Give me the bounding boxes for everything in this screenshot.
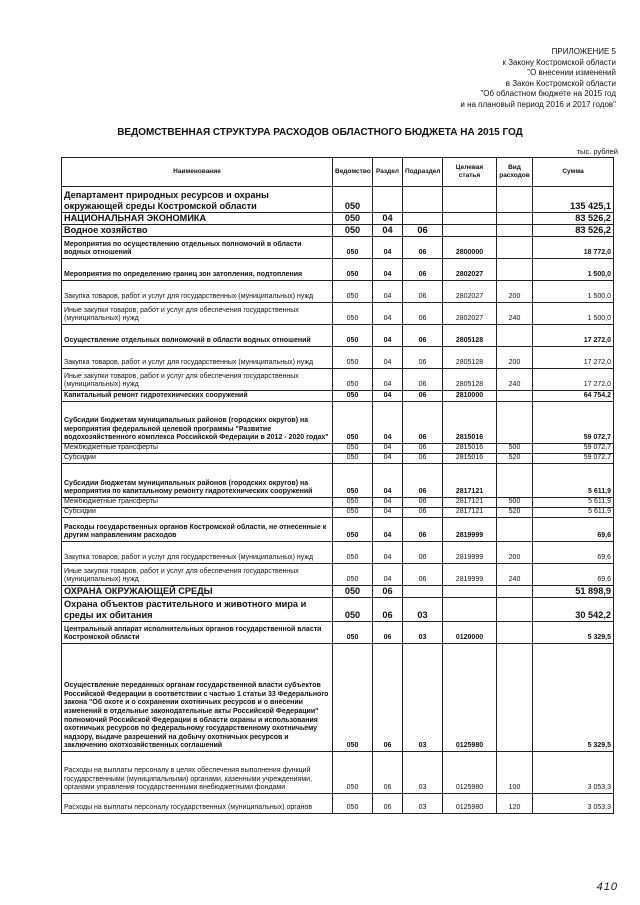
cell-article: 2805128 [443, 325, 497, 347]
table-row [62, 644, 614, 752]
cell-name: Капитальный ремонт гидротехнических сооружений [62, 391, 333, 402]
cell-subsection: 03 [403, 622, 443, 644]
cell-section: 06 [373, 644, 403, 752]
cell-section: 04 [373, 281, 403, 303]
cell-sum: 135 425,1 [533, 187, 614, 213]
cell-article: 0125980 [443, 794, 497, 814]
appendix-line: к Закону Костромской области [502, 57, 616, 67]
cell-section: 04 [373, 347, 403, 369]
table-row [62, 444, 614, 454]
cell-subsection: 06 [403, 369, 443, 391]
cell-section: 04 [373, 464, 403, 498]
cell-section: 04 [373, 325, 403, 347]
cell-type [497, 391, 533, 402]
cell-subsection: 03 [403, 752, 443, 794]
cell-name: Департамент природных ресурсов и охраны окружающей среды Костромской области [62, 187, 333, 213]
cell-name: Центральный аппарат исполнительных органов государственной власти Костромской области [62, 622, 333, 644]
cell-type [497, 598, 533, 622]
cell-sum: 69,6 [533, 564, 614, 586]
cell-type [497, 644, 533, 752]
cell-section: 04 [373, 508, 403, 518]
cell-subsection: 06 [403, 454, 443, 464]
cell-name: Закупка товаров, работ и услуг для государственных (муниципальных) нужд [62, 281, 333, 303]
cell-dept: 050 [333, 598, 373, 622]
cell-article [443, 598, 497, 622]
table-row [62, 391, 614, 402]
cell-name: ОХРАНА ОКРУЖАЮЩЕЙ СРЕДЫ [62, 586, 333, 598]
cell-dept: 050 [333, 237, 373, 259]
cell-subsection: 06 [403, 303, 443, 325]
cell-sum: 18 772,0 [533, 237, 614, 259]
cell-subsection: 06 [403, 325, 443, 347]
cell-article: 2819999 [443, 518, 497, 542]
cell-sum: 1 500,0 [533, 303, 614, 325]
cell-sum: 69,6 [533, 542, 614, 564]
cell-subsection: 06 [403, 518, 443, 542]
appendix-line: и на плановый период 2016 и 2017 годов" [460, 99, 616, 109]
cell-subsection [403, 187, 443, 213]
cell-dept: 050 [333, 464, 373, 498]
cell-article: 0125980 [443, 752, 497, 794]
cell-sum: 17 272,0 [533, 369, 614, 391]
cell-sum: 17 272,0 [533, 325, 614, 347]
cell-article [443, 187, 497, 213]
cell-type [497, 586, 533, 598]
cell-type [497, 402, 533, 444]
cell-dept: 050 [333, 303, 373, 325]
cell-name: Иные закупки товаров, работ и услуг для обеспечения государственных (муниципальных) нужд [62, 369, 333, 391]
table-row [62, 542, 614, 564]
cell-sum: 5 329,5 [533, 622, 614, 644]
cell-dept: 050 [333, 325, 373, 347]
cell-subsection: 06 [403, 391, 443, 402]
cell-sum: 59 072,7 [533, 402, 614, 444]
cell-section: 04 [373, 564, 403, 586]
cell-type [497, 518, 533, 542]
cell-name: Расходы на выплаты персоналу в целях обеспечения выполнения функций государственными (муниципальными) органами, казенными учреждениями, органами управления государственными внебюджетными фондами [62, 752, 333, 794]
cell-dept: 050 [333, 518, 373, 542]
cell-dept: 050 [333, 564, 373, 586]
cell-subsection: 06 [403, 498, 443, 508]
table-row [62, 325, 614, 347]
appendix-line: в Закон Костромской области [505, 78, 616, 88]
table-row [62, 498, 614, 508]
cell-section: 04 [373, 225, 403, 237]
table-row [62, 402, 614, 444]
cell-subsection: 06 [403, 281, 443, 303]
cell-subsection: 06 [403, 508, 443, 518]
table-row [62, 622, 614, 644]
cell-name: Субсидии [62, 454, 333, 464]
cell-dept: 050 [333, 542, 373, 564]
cell-article: 2802027 [443, 281, 497, 303]
cell-subsection: 06 [403, 402, 443, 444]
cell-sum: 59 072,7 [533, 444, 614, 454]
cell-section: 04 [373, 213, 403, 225]
cell-subsection: 06 [403, 259, 443, 281]
cell-section: 04 [373, 391, 403, 402]
cell-sum: 17 272,0 [533, 347, 614, 369]
table-row [62, 237, 614, 259]
cell-name: Субсидии [62, 508, 333, 518]
header-article: Целевая статья [443, 158, 497, 187]
table-row [62, 464, 614, 498]
cell-subsection: 03 [403, 598, 443, 622]
cell-article [443, 586, 497, 598]
header-type: Вид расходов [497, 158, 533, 187]
table-row [62, 303, 614, 325]
cell-dept: 050 [333, 187, 373, 213]
header-section: Раздел [373, 158, 403, 187]
cell-name: Межбюджетные трансферты [62, 444, 333, 454]
cell-section: 04 [373, 498, 403, 508]
cell-section: 04 [373, 237, 403, 259]
header-dept: Ведомство [333, 158, 373, 187]
cell-sum: 5 611,9 [533, 498, 614, 508]
appendix-line: "О внесении изменений [527, 68, 616, 77]
cell-name: Осуществление переданных органам государственной власти субъектов Российской Федерации в соответствии с частью 1 статьи 33 Федерального закона "Об охоте и о сохранении охотничьих ресурсов и о внесении изменений в отдельные законодательные акты Российской Федерации" полномочий Российской Федерации в области охраны и использования охотничьих ресурсов по федеральному государственному охотничьему надзору, выдаче разрешений на добычу охотничьих ресурсов и заключению охотхозяйственных соглашений [62, 644, 333, 752]
cell-article: 2815016 [443, 444, 497, 454]
cell-name: Иные закупки товаров, работ и услуг для обеспечения государственных (муниципальных) нужд [62, 564, 333, 586]
cell-name: Закупка товаров, работ и услуг для государственных (муниципальных) нужд [62, 347, 333, 369]
cell-article [443, 225, 497, 237]
cell-article: 2817121 [443, 464, 497, 498]
appendix-header [356, 47, 616, 110]
cell-type: 240 [497, 369, 533, 391]
appendix-line: "Об областном бюджете на 2015 год [480, 89, 616, 98]
cell-section: 06 [373, 752, 403, 794]
cell-type [497, 187, 533, 213]
cell-dept: 050 [333, 644, 373, 752]
header-subsection: Подраздел [403, 158, 443, 187]
cell-name: Расходы государственных органов Костромской области, не отнесенные к другим направлениям расходов [62, 518, 333, 542]
table-row [62, 794, 614, 814]
cell-dept: 050 [333, 444, 373, 454]
cell-sum: 30 542,2 [533, 598, 614, 622]
cell-section: 04 [373, 444, 403, 454]
cell-type [497, 622, 533, 644]
cell-type [497, 225, 533, 237]
cell-dept: 050 [333, 402, 373, 444]
cell-name: Водное хозяйство [62, 225, 333, 237]
cell-article: 2802027 [443, 303, 497, 325]
cell-section: 04 [373, 259, 403, 281]
cell-type: 240 [497, 564, 533, 586]
cell-subsection: 03 [403, 644, 443, 752]
cell-article: 2817121 [443, 508, 497, 518]
cell-sum: 1 500,0 [533, 259, 614, 281]
cell-article: 2805128 [443, 347, 497, 369]
cell-section: 06 [373, 794, 403, 814]
cell-dept: 050 [333, 622, 373, 644]
cell-article: 2810000 [443, 391, 497, 402]
cell-dept: 050 [333, 259, 373, 281]
cell-name: Охрана объектов растительного и животного мира и среды их обитания [62, 598, 333, 622]
cell-subsection [403, 586, 443, 598]
cell-type [497, 213, 533, 225]
cell-name: Субсидии бюджетам муниципальных районов (городских округов) на мероприятия федеральной целевой программы "Развитие водохозяйственного комплекса Российской Федерации в 2012 - 2020 годах" [62, 402, 333, 444]
header-name: Наименование [62, 158, 333, 187]
cell-section: 06 [373, 622, 403, 644]
cell-article: 0120000 [443, 622, 497, 644]
cell-type: 240 [497, 303, 533, 325]
header-sum: Сумма [533, 158, 614, 187]
cell-dept: 050 [333, 391, 373, 402]
cell-dept: 050 [333, 369, 373, 391]
cell-subsection: 06 [403, 542, 443, 564]
cell-dept: 050 [333, 213, 373, 225]
cell-article: 0125980 [443, 644, 497, 752]
table-body [62, 187, 614, 814]
cell-subsection: 06 [403, 464, 443, 498]
table-row [62, 518, 614, 542]
cell-name: Осуществление отдельных полномочий в области водных отношений [62, 325, 333, 347]
cell-sum: 5 611,9 [533, 508, 614, 518]
table-row [62, 564, 614, 586]
document-title: ВЕДОМСТВЕННАЯ СТРУКТУРА РАСХОДОВ ОБЛАСТНОГО БЮДЖЕТА НА 2015 ГОД [117, 127, 523, 138]
cell-subsection: 06 [403, 444, 443, 454]
cell-type: 200 [497, 542, 533, 564]
cell-sum: 5 329,5 [533, 644, 614, 752]
cell-article: 2800000 [443, 237, 497, 259]
table-header-row [62, 158, 614, 187]
cell-section: 04 [373, 542, 403, 564]
cell-section: 06 [373, 598, 403, 622]
cell-type: 200 [497, 347, 533, 369]
table-row [62, 213, 614, 225]
cell-article: 2815016 [443, 402, 497, 444]
cell-sum: 5 611,9 [533, 464, 614, 498]
table-row [62, 225, 614, 237]
cell-sum: 3 053,3 [533, 752, 614, 794]
cell-sum: 3 053,3 [533, 794, 614, 814]
cell-dept: 050 [333, 225, 373, 237]
cell-sum: 69,6 [533, 518, 614, 542]
table-row [62, 752, 614, 794]
cell-sum: 1 500,0 [533, 281, 614, 303]
table-row [62, 187, 614, 213]
cell-type: 500 [497, 444, 533, 454]
cell-name: Субсидии бюджетам муниципальных районов (городских округов) на мероприятия по капитальному ремонту гидротехнических сооружений [62, 464, 333, 498]
cell-article: 2817121 [443, 498, 497, 508]
cell-sum: 83 526,2 [533, 225, 614, 237]
table-row [62, 454, 614, 464]
cell-type: 100 [497, 752, 533, 794]
cell-name: НАЦИОНАЛЬНАЯ ЭКОНОМИКА [62, 213, 333, 225]
cell-name: Мероприятия по определению границ зон затопления, подтопления [62, 259, 333, 281]
cell-dept: 050 [333, 498, 373, 508]
budget-table [61, 157, 614, 814]
cell-section [373, 187, 403, 213]
table-row [62, 586, 614, 598]
cell-section: 04 [373, 454, 403, 464]
cell-dept: 050 [333, 454, 373, 464]
cell-name: Мероприятия по осуществлению отдельных полномочий в области водных отношений [62, 237, 333, 259]
cell-sum: 51 898,9 [533, 586, 614, 598]
cell-article: 2819999 [443, 542, 497, 564]
table-row [62, 281, 614, 303]
cell-sum: 64 754,2 [533, 391, 614, 402]
cell-dept: 050 [333, 347, 373, 369]
cell-type: 520 [497, 508, 533, 518]
page-number: 410 [596, 881, 618, 893]
cell-section: 04 [373, 303, 403, 325]
cell-dept: 050 [333, 752, 373, 794]
cell-name: Межбюджетные трансферты [62, 498, 333, 508]
cell-subsection: 06 [403, 347, 443, 369]
cell-type: 500 [497, 498, 533, 508]
cell-article: 2815016 [443, 454, 497, 464]
table-row [62, 259, 614, 281]
table-row [62, 508, 614, 518]
cell-type: 200 [497, 281, 533, 303]
table-row [62, 347, 614, 369]
cell-type: 120 [497, 794, 533, 814]
cell-dept: 050 [333, 794, 373, 814]
cell-article [443, 213, 497, 225]
cell-section: 04 [373, 518, 403, 542]
cell-subsection [403, 213, 443, 225]
cell-article: 2802027 [443, 259, 497, 281]
cell-type [497, 237, 533, 259]
cell-type [497, 464, 533, 498]
cell-article: 2805128 [443, 369, 497, 391]
cell-type [497, 259, 533, 281]
units-label: тыс. рублей [576, 147, 618, 156]
cell-name: Расходы на выплаты персоналу государственных (муниципальных) органов [62, 794, 333, 814]
cell-section: 06 [373, 586, 403, 598]
cell-type: 520 [497, 454, 533, 464]
cell-subsection: 06 [403, 225, 443, 237]
table-row [62, 369, 614, 391]
appendix-line: ПРИЛОЖЕНИЕ 5 [551, 47, 616, 56]
cell-subsection: 06 [403, 564, 443, 586]
cell-article: 2819999 [443, 564, 497, 586]
cell-section: 04 [373, 369, 403, 391]
cell-dept: 050 [333, 281, 373, 303]
cell-sum: 59 072,7 [533, 454, 614, 464]
cell-section: 04 [373, 402, 403, 444]
table-row [62, 598, 614, 622]
cell-dept: 050 [333, 508, 373, 518]
cell-subsection: 06 [403, 237, 443, 259]
cell-dept: 050 [333, 586, 373, 598]
cell-subsection: 03 [403, 794, 443, 814]
cell-sum: 83 526,2 [533, 213, 614, 225]
cell-name: Закупка товаров, работ и услуг для государственных (муниципальных) нужд [62, 542, 333, 564]
cell-type [497, 325, 533, 347]
cell-name: Иные закупки товаров, работ и услуг для обеспечения государственных (муниципальных) нужд [62, 303, 333, 325]
